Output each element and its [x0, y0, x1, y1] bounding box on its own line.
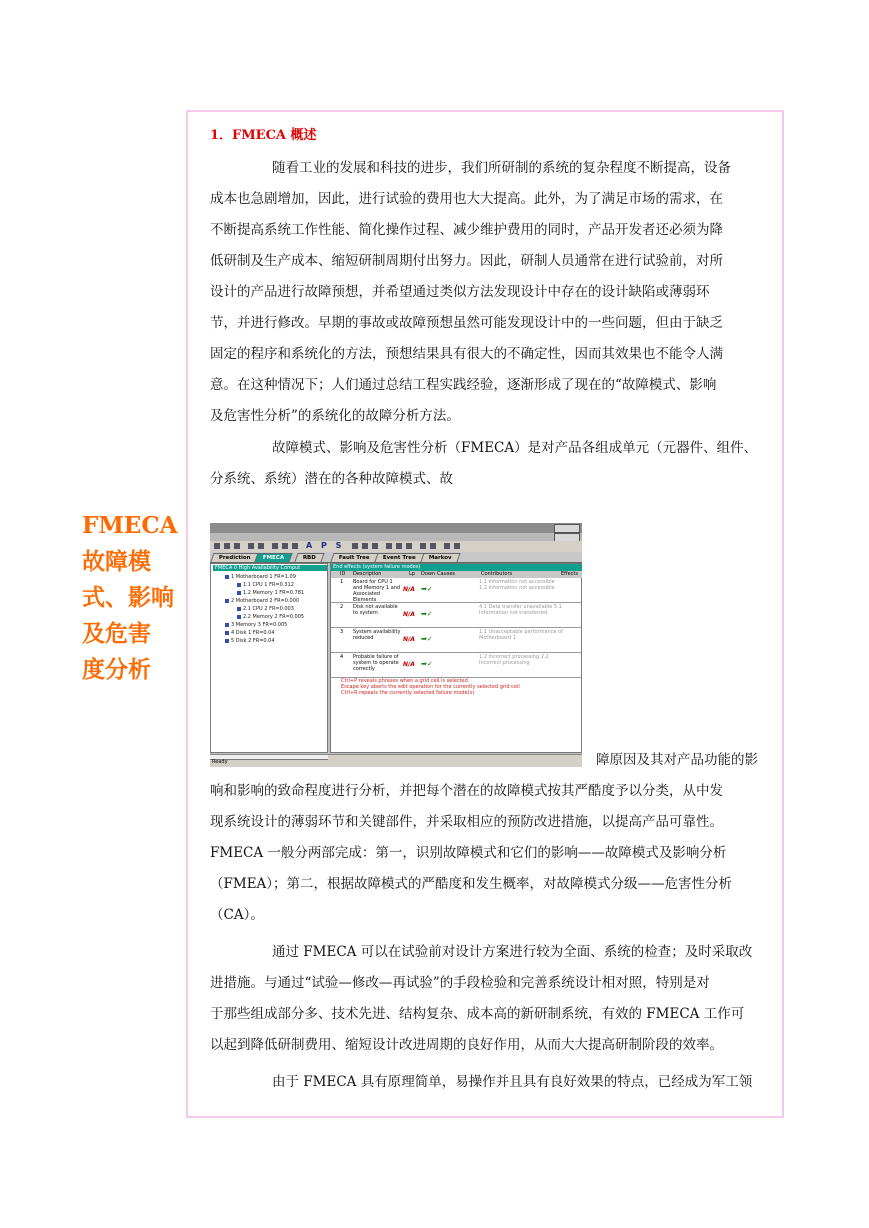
toolbar-icon — [406, 543, 412, 549]
text-line: 现系统设计的薄弱环节和关键部件，并采取相应的预防改进措施，以提高产品可靠性。 — [210, 814, 723, 830]
tree-node: 2.1 CPU 2 FR=0.003 — [237, 606, 294, 612]
tree-node: 3 Memory 3 FR=0.005 — [225, 622, 287, 628]
row-description: Probable failure of system to operate correctly — [353, 654, 399, 672]
toolbar-icon — [282, 543, 288, 549]
text-line: 响和影响的致命程度进行分析，并把每个潜在的故障模式按其严酷度予以分类，从中发 — [210, 783, 723, 799]
text-line: （FMEA）；第二，根据故障模式的严酷度和发生概率，对故障模式分级——危害性分析 — [210, 876, 733, 892]
row-na: N/A — [403, 636, 415, 643]
toolbar-icon — [352, 543, 358, 549]
toolbar-icon — [420, 543, 426, 549]
grid-col-header: Effects — [561, 571, 578, 577]
check-icon: ➡✓ — [421, 585, 433, 593]
toolbar-icon — [272, 543, 278, 549]
grid-notes — [341, 678, 520, 696]
toolbar-icon — [248, 543, 254, 549]
grid-header — [331, 571, 582, 578]
toolbar-icon — [258, 543, 264, 549]
text-line: 进措施。与通过“试验—修改—再试验”的手段检验和完善系统设计相对照，特别是对 — [210, 975, 710, 991]
text-line: 障原因及其对产品功能的影 — [596, 752, 758, 768]
status-bar — [210, 754, 582, 767]
grid-row — [331, 628, 582, 653]
text-line: 及危害性分析”的系统化的故障分析方法。 — [210, 408, 460, 424]
grid-row — [331, 653, 582, 678]
system-tree — [210, 563, 328, 753]
tree-node: 2.2 Memory 2 FR=0.005 — [237, 614, 304, 620]
text-line: 于那些组成部分多、技术先进、结构复杂、成本高的新研制系统，有效的 FMECA 工作可 — [210, 1006, 745, 1022]
grid-col-header: Causes — [437, 571, 456, 577]
row-id: 3 — [340, 629, 344, 635]
side-title-line: FMECA — [82, 512, 178, 539]
toolbar-icon — [454, 543, 460, 549]
text-line: 不断提高系统工作性能、简化操作过程、减少维护费用的同时，产品开发者还必须为降 — [210, 222, 723, 238]
tree-node: 1 Motherboard 1 FR=1.09 — [225, 574, 296, 580]
tab-rbd — [294, 553, 324, 562]
tab-prediction — [210, 553, 259, 562]
tree-node: 1.1 CPU 1 FR=0.312 — [237, 582, 294, 588]
grid-col-header: Down — [421, 571, 436, 577]
text-line: 分系统、系统）潜在的各种故障模式、故 — [210, 471, 453, 487]
row-description: Disk not available to system — [353, 604, 398, 616]
grid-col-header: Description — [353, 571, 382, 577]
note-line: Ctrl+R repeats the currently selected failure mode(s) — [341, 690, 475, 696]
row-id: 4 — [340, 654, 344, 660]
toolbar-icon — [396, 543, 402, 549]
row-description: System availability reduced — [353, 629, 401, 641]
tab-fmeca — [254, 553, 293, 562]
toolbar-icon — [214, 543, 220, 549]
toolbar-icon — [224, 543, 230, 549]
text-line: 随看工业的发展和科技的进步，我们所研制的系统的复杂程度不断提高，设备 — [272, 160, 731, 176]
fmeca-software-screenshot — [210, 523, 582, 767]
window-buttons-icon — [554, 524, 580, 533]
tab-label: Prediction — [218, 555, 251, 561]
row-description: Board for CPU 1 and Memory 1 and Associated Elements — [353, 579, 401, 603]
text-line: 由于 FMECA 具有原理简单，易操作并且具有良好效果的特点，已经成为军工领 — [272, 1074, 753, 1090]
toolbar-icon — [372, 543, 378, 549]
status-text: Ready — [212, 759, 228, 765]
side-title-line: 及危害 — [82, 620, 151, 647]
row-na: N/A — [403, 661, 415, 668]
tab-label: FMECA — [262, 555, 285, 561]
tab-event-tree — [374, 553, 424, 562]
tab-fault-tree — [330, 553, 378, 562]
row-id: 2 — [340, 604, 344, 610]
row-contributors: 1.1 Information not accessible 1.2 Information not accessible — [479, 579, 555, 591]
check-icon: ➡✓ — [421, 610, 433, 618]
toolbar-icon — [234, 543, 240, 549]
tree-node: 5 Disk 2 FR=0.04 — [225, 638, 275, 644]
module-tabs — [210, 552, 582, 563]
text-line: 故障模式、影响及危害性分析（FMECA）是对产品各组成单元（元器件、组件、 — [272, 440, 758, 456]
grid-col-header: Contributors — [481, 571, 513, 577]
text-line: 设计的产品进行故障预想，并希望通过类似方法发现设计中存在的设计缺陷或薄弱环 — [210, 284, 710, 300]
toolbar-icon — [430, 543, 436, 549]
check-icon: ➡✓ — [421, 660, 433, 668]
text-line: FMECA 一般分两部完成：第一，识别故障模式和它们的影响——故障模式及影响分析 — [210, 845, 727, 861]
text-line: 通过 FMECA 可以在试验前对设计方案进行较为全面、系统的检查；及时采取改 — [272, 944, 753, 960]
aps-toolbar-label: A P S — [306, 541, 345, 550]
section-heading: 1．FMECA 概述 — [210, 128, 317, 143]
tree-node: 4 Disk 1 FR=0.04 — [225, 630, 275, 636]
row-contributors: 1.1 Unacceptable performance of Motherboard 1 — [479, 629, 563, 641]
tree-node: 1.2 Memory 1 FR=0.781 — [237, 590, 304, 596]
effects-grid — [330, 563, 582, 753]
tab-label: Event Tree — [382, 555, 416, 561]
side-title-line: 故障模 — [82, 548, 151, 575]
window-titlebar — [210, 523, 582, 533]
tab-label: Markov — [428, 555, 452, 561]
side-title — [82, 508, 182, 688]
toolbar-icon — [292, 543, 298, 549]
tab-label: Fault Tree — [338, 555, 370, 561]
row-id: 1 — [340, 579, 344, 585]
text-line: 成本也急剧增加，因此，进行试验的费用也大大提高。此外，为了满足市场的需求，在 — [210, 191, 723, 207]
text-line: 低研制及生产成本、缩短研制周期付出努力。因此，研制人员通常在进行试验前，对所 — [210, 253, 723, 269]
text-line: 固定的程序和系统化的方法，预想结果具有很大的不确定性，因而其效果也不能令人满 — [210, 346, 723, 362]
text-line: 以起到降低研制费用、缩短设计改进周期的良好作用，从而大大提高研制阶段的效率。 — [210, 1037, 723, 1053]
text-line: 意。在这种情况下；人们通过总结工程实践经验，逐渐形成了现在的“故障模式、影响 — [210, 377, 717, 393]
row-na: N/A — [403, 586, 415, 593]
toolbar-icon — [362, 543, 368, 549]
row-na: N/A — [403, 611, 415, 618]
note-line: Escape key aborts the edit operation for the currently selected grid cell — [341, 684, 520, 690]
row-contributors: 4.1 Data transfer unavailable 5.1 Information not transferred — [479, 604, 562, 616]
text-line: （CA）。 — [210, 907, 264, 923]
tree-root: FMECA 0 High Availability Comput — [213, 565, 327, 571]
side-title-line: 式、影响 — [82, 584, 174, 611]
note-line: Ctrl+P reveals phrases when a grid cell is selected — [341, 678, 468, 684]
toolbar-icon — [444, 543, 450, 549]
tab-markov — [420, 553, 460, 562]
tab-label: RBD — [302, 555, 316, 561]
side-title-line: 度分析 — [82, 656, 151, 683]
tree-node: 2 Motherboard 2 FR=0.000 — [225, 598, 299, 604]
toolbar-icon — [386, 543, 392, 549]
check-icon: ➡✓ — [421, 635, 433, 643]
menu-bar — [210, 533, 582, 541]
row-contributors: 1.2 Incorrect processing 2.2 Incorrect processing — [479, 654, 549, 666]
grid-row — [331, 578, 582, 603]
grid-title: End effects (system failure modes) — [331, 564, 582, 571]
grid-row — [331, 603, 582, 628]
grid-col-header: ID — [340, 571, 346, 577]
text-line: 节，并进行修改。早期的事故或故障预想虽然可能发现设计中的一些问题，但由于缺乏 — [210, 315, 723, 331]
grid-col-header: Lp — [409, 571, 415, 577]
